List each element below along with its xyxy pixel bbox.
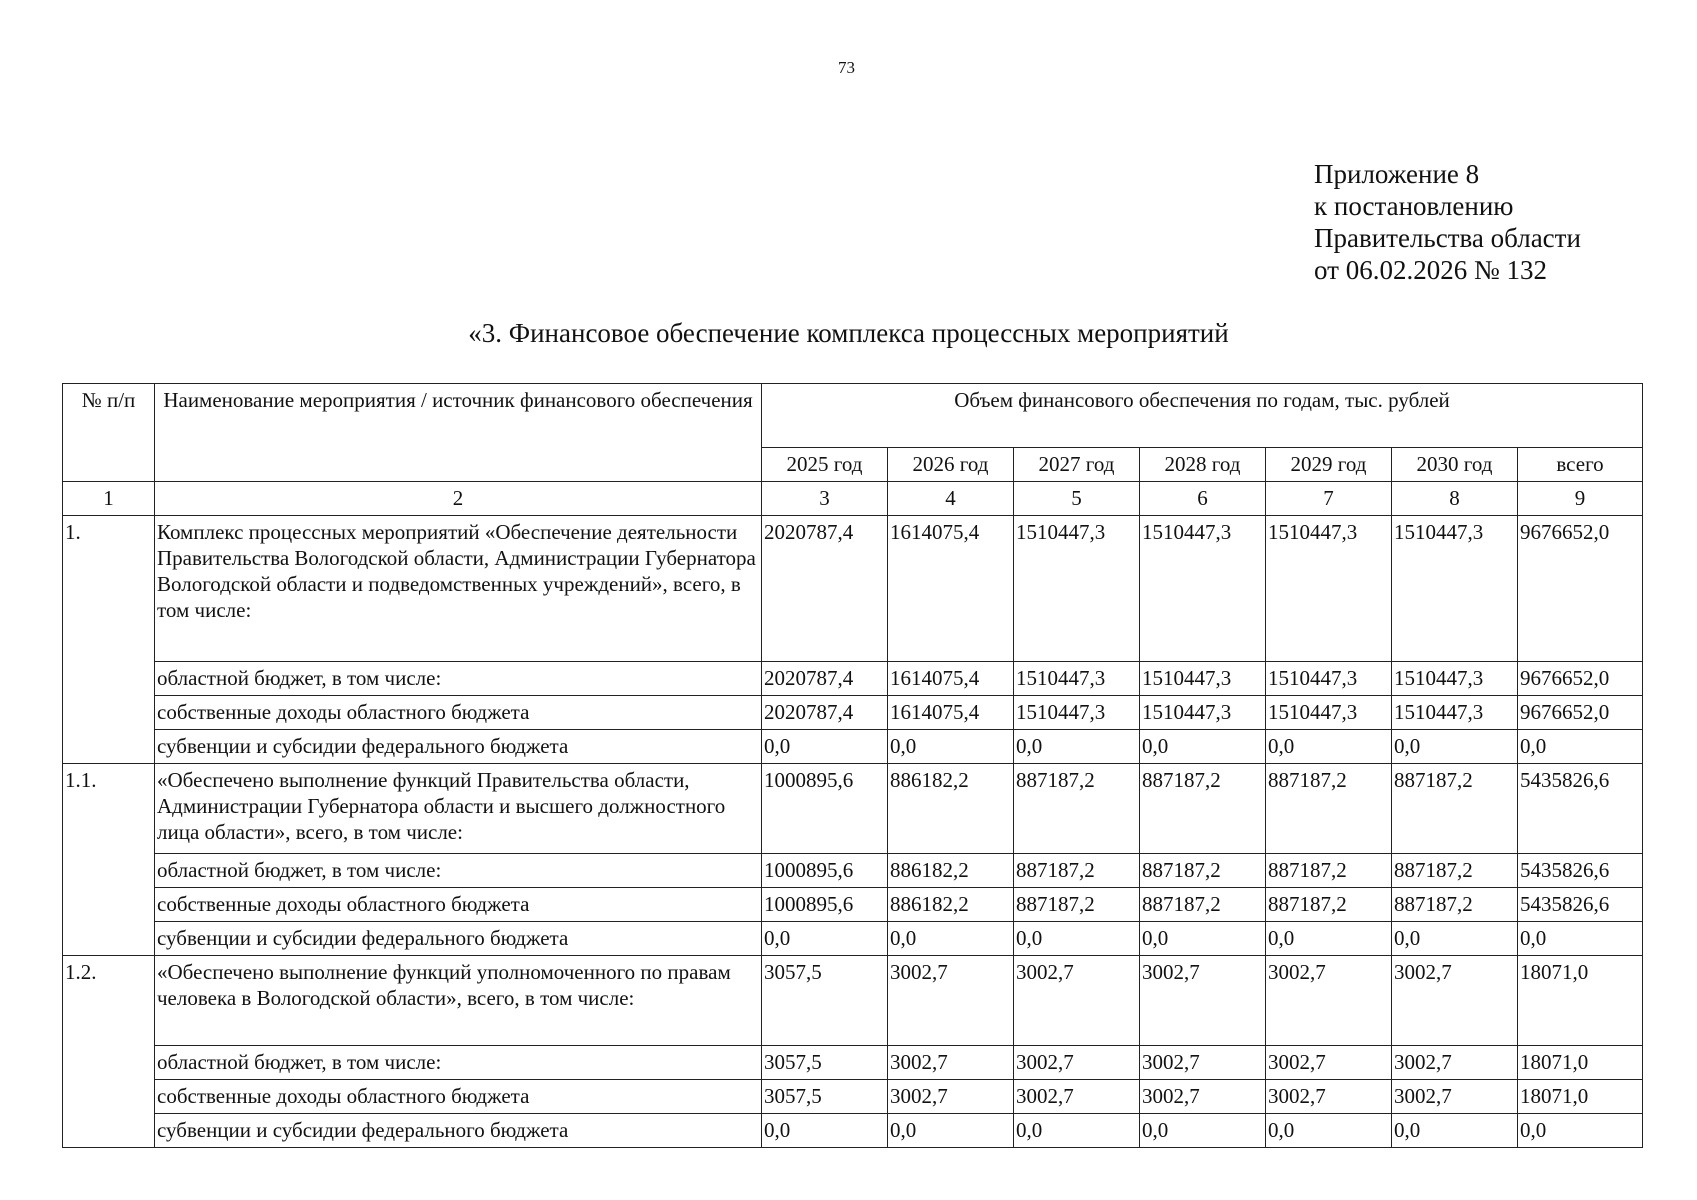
row-name: областной бюджет, в том числе:	[155, 854, 762, 888]
row-year-value: 1510447,3	[1392, 696, 1518, 730]
row-total-value: 18071,0	[1518, 956, 1643, 1046]
row-year-value: 0,0	[1140, 730, 1266, 764]
header-year: 2029 год	[1266, 448, 1392, 482]
row-year-value: 3002,7	[1266, 956, 1392, 1046]
row-year-value: 1510447,3	[1266, 696, 1392, 730]
header-volume: Объем финансового обеспечения по годам, тыс. рублей	[762, 384, 1643, 448]
header-year: 2028 год	[1140, 448, 1266, 482]
row-name: «Обеспечено выполнение функций уполномоченного по правам человека в Вологодской области», всего, в том числе:	[155, 956, 762, 1046]
row-year-value: 887187,2	[1140, 764, 1266, 854]
row-year-value: 0,0	[1140, 1114, 1266, 1148]
row-year-value: 0,0	[1014, 1114, 1140, 1148]
row-year-value: 1000895,6	[762, 888, 888, 922]
row-year-value: 1614075,4	[888, 696, 1014, 730]
row-year-value: 3057,5	[762, 1046, 888, 1080]
row-total-value: 9676652,0	[1518, 516, 1643, 662]
row-year-value: 0,0	[888, 922, 1014, 956]
column-number: 9	[1518, 482, 1643, 516]
row-year-value: 0,0	[1392, 1114, 1518, 1148]
table-row	[63, 1046, 1643, 1080]
row-year-value: 3002,7	[888, 1080, 1014, 1114]
row-name: «Обеспечено выполнение функций Правительства области, Администрации Губернатора области и высшего должностного лица области», всего, в том числе:	[155, 764, 762, 854]
row-year-value: 1510447,3	[1140, 516, 1266, 662]
appendix-line-4: от 06.02.2026 № 132	[1314, 255, 1547, 285]
financing-table	[62, 383, 1643, 1148]
row-year-value: 1510447,3	[1014, 516, 1140, 662]
table-row	[63, 1114, 1643, 1148]
table-row	[63, 1080, 1643, 1114]
column-number: 7	[1266, 482, 1392, 516]
row-year-value: 0,0	[762, 922, 888, 956]
row-year-value: 3002,7	[1140, 1046, 1266, 1080]
column-number: 5	[1014, 482, 1140, 516]
row-total-value: 18071,0	[1518, 1046, 1643, 1080]
row-total-value: 0,0	[1518, 730, 1643, 764]
header-name: Наименование мероприятия / источник финансового обеспечения	[155, 384, 762, 482]
table-row	[63, 922, 1643, 956]
row-year-value: 887187,2	[1140, 854, 1266, 888]
row-year-value: 887187,2	[1014, 854, 1140, 888]
table-row	[63, 888, 1643, 922]
row-year-value: 1510447,3	[1140, 662, 1266, 696]
row-year-value: 3002,7	[1266, 1046, 1392, 1080]
row-number: 1.1.	[63, 764, 155, 956]
row-total-value: 0,0	[1518, 922, 1643, 956]
header-year: 2025 год	[762, 448, 888, 482]
row-year-value: 0,0	[888, 730, 1014, 764]
header-num: № п/п	[63, 384, 155, 482]
row-total-value: 0,0	[1518, 1114, 1643, 1148]
row-year-value: 2020787,4	[762, 696, 888, 730]
header-year: 2030 год	[1392, 448, 1518, 482]
row-year-value: 3057,5	[762, 1080, 888, 1114]
table-row	[63, 764, 1643, 854]
row-year-value: 3002,7	[1140, 956, 1266, 1046]
row-year-value: 0,0	[1014, 922, 1140, 956]
row-number: 1.2.	[63, 956, 155, 1148]
row-year-value: 886182,2	[888, 854, 1014, 888]
row-year-value: 0,0	[762, 1114, 888, 1148]
row-total-value: 18071,0	[1518, 1080, 1643, 1114]
row-year-value: 3002,7	[1014, 1080, 1140, 1114]
row-year-value: 1510447,3	[1014, 696, 1140, 730]
row-year-value: 1000895,6	[762, 764, 888, 854]
row-name: областной бюджет, в том числе:	[155, 1046, 762, 1080]
row-year-value: 3057,5	[762, 956, 888, 1046]
row-year-value: 3002,7	[1266, 1080, 1392, 1114]
appendix-line-2: к постановлению	[1314, 191, 1514, 221]
row-year-value: 887187,2	[1140, 888, 1266, 922]
row-total-value: 5435826,6	[1518, 764, 1643, 854]
row-year-value: 3002,7	[1392, 956, 1518, 1046]
header-year: 2026 год	[888, 448, 1014, 482]
row-year-value: 1510447,3	[1392, 516, 1518, 662]
appendix-line-1: Приложение 8	[1314, 159, 1480, 189]
row-year-value: 0,0	[1266, 1114, 1392, 1148]
row-year-value: 887187,2	[1266, 888, 1392, 922]
row-year-value: 0,0	[1014, 730, 1140, 764]
row-year-value: 887187,2	[1392, 764, 1518, 854]
row-year-value: 0,0	[762, 730, 888, 764]
row-year-value: 2020787,4	[762, 662, 888, 696]
row-year-value: 1510447,3	[1140, 696, 1266, 730]
row-year-value: 3002,7	[1392, 1046, 1518, 1080]
table-row	[63, 730, 1643, 764]
row-number: 1.	[63, 516, 155, 764]
row-name: собственные доходы областного бюджета	[155, 1080, 762, 1114]
table-row	[63, 956, 1643, 1046]
row-year-value: 3002,7	[1014, 956, 1140, 1046]
column-number: 8	[1392, 482, 1518, 516]
table-row	[63, 662, 1643, 696]
row-year-value: 1510447,3	[1266, 516, 1392, 662]
row-name: собственные доходы областного бюджета	[155, 888, 762, 922]
column-number: 4	[888, 482, 1014, 516]
row-year-value: 887187,2	[1266, 854, 1392, 888]
row-name: областной бюджет, в том числе:	[155, 662, 762, 696]
table-row	[63, 854, 1643, 888]
row-name: субвенции и субсидии федерального бюджета	[155, 730, 762, 764]
row-year-value: 1510447,3	[1266, 662, 1392, 696]
column-number: 2	[155, 482, 762, 516]
row-year-value: 887187,2	[1392, 854, 1518, 888]
row-year-value: 1510447,3	[1392, 662, 1518, 696]
row-year-value: 3002,7	[888, 1046, 1014, 1080]
row-name: собственные доходы областного бюджета	[155, 696, 762, 730]
row-year-value: 887187,2	[1392, 888, 1518, 922]
row-year-value: 1614075,4	[888, 662, 1014, 696]
table-row	[63, 696, 1643, 730]
column-number: 1	[63, 482, 155, 516]
row-year-value: 3002,7	[1392, 1080, 1518, 1114]
column-number: 6	[1140, 482, 1266, 516]
row-name: субвенции и субсидии федерального бюджета	[155, 1114, 762, 1148]
row-year-value: 0,0	[1392, 730, 1518, 764]
header-year: 2027 год	[1014, 448, 1140, 482]
row-year-value: 886182,2	[888, 888, 1014, 922]
row-year-value: 886182,2	[888, 764, 1014, 854]
row-year-value: 887187,2	[1014, 888, 1140, 922]
table-row	[63, 516, 1643, 662]
page-number: 73	[838, 58, 855, 77]
row-year-value: 3002,7	[1014, 1046, 1140, 1080]
row-year-value: 1614075,4	[888, 516, 1014, 662]
row-year-value: 0,0	[1266, 922, 1392, 956]
row-name: субвенции и субсидии федерального бюджета	[155, 922, 762, 956]
row-year-value: 0,0	[888, 1114, 1014, 1148]
row-year-value: 1510447,3	[1014, 662, 1140, 696]
row-year-value: 3002,7	[1140, 1080, 1266, 1114]
row-year-value: 0,0	[1140, 922, 1266, 956]
row-year-value: 1000895,6	[762, 854, 888, 888]
appendix-block	[1314, 158, 1581, 286]
header-total: всего	[1518, 448, 1643, 482]
row-total-value: 9676652,0	[1518, 662, 1643, 696]
row-total-value: 5435826,6	[1518, 888, 1643, 922]
row-year-value: 887187,2	[1014, 764, 1140, 854]
row-year-value: 0,0	[1266, 730, 1392, 764]
row-year-value: 2020787,4	[762, 516, 888, 662]
row-total-value: 9676652,0	[1518, 696, 1643, 730]
row-year-value: 3002,7	[888, 956, 1014, 1046]
column-number: 3	[762, 482, 888, 516]
appendix-line-3: Правительства области	[1314, 223, 1581, 253]
section-title: «3. Финансовое обеспечение комплекса процессных мероприятий	[468, 318, 1229, 348]
row-total-value: 5435826,6	[1518, 854, 1643, 888]
row-year-value: 887187,2	[1266, 764, 1392, 854]
row-year-value: 0,0	[1392, 922, 1518, 956]
row-name: Комплекс процессных мероприятий «Обеспечение деятельности Правительства Вологодской области, Администрации Губернатора Вологодской области и подведомственных учреждений», всего, в том числе:	[155, 516, 762, 662]
